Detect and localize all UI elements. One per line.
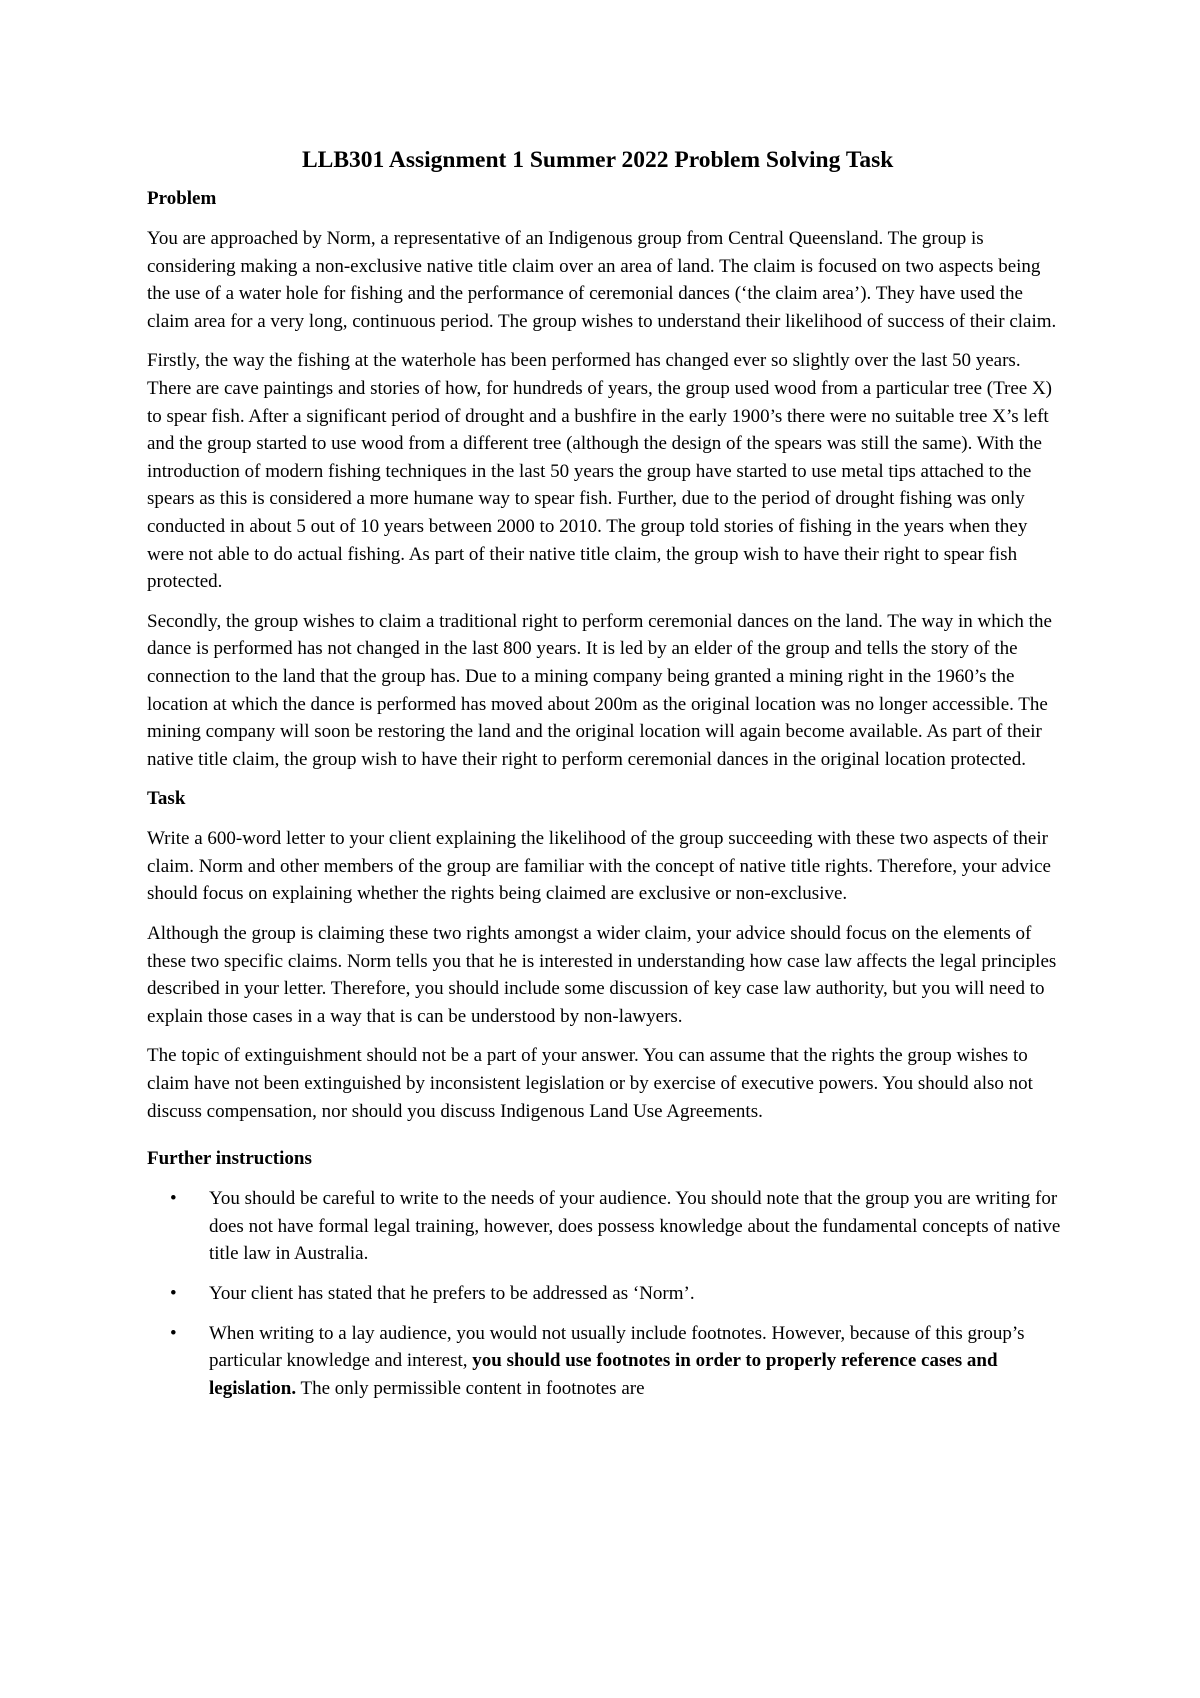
task-paragraph-3: The topic of extinguishment should not be a part of your answer. You can assume that the rights the group wishes to claim have not been extinguished by inconsistent legislation or by exercise of executive powers. You should also not discuss compensation, nor should you discuss Indigenous Land Use Agreements. bbox=[147, 1045, 1033, 1122]
problem-paragraph-1: You are approached by Norm, a representative of an Indigenous group from Central Queensland. The group is considering making a non-exclusive native title claim over an area of land. The claim is focused on two aspects being the use of a water hole for fishing and the performance of ceremonial dances (‘the claim area’). They have used the claim area for a very long, continuous period. The group wishes to understand their likelihood of success of their claim. bbox=[147, 228, 1057, 332]
task-paragraph-1: Write a 600-word letter to your client explaining the likelihood of the group succeeding with these two aspects of their claim. Norm and other members of the group are familiar with the concept of native title rights. Therefore, your advice should focus on explaining whether the rights being claimed are exclusive or non-exclusive. bbox=[147, 828, 1051, 905]
bullet-icon: • bbox=[170, 1283, 177, 1304]
instruction-text-3-emphasis: you should use footnotes in order to properly reference cases and legislation. bbox=[209, 1350, 998, 1399]
instruction-item-1 bbox=[147, 1185, 1063, 1268]
problem-paragraph-3: Secondly, the group wishes to claim a traditional right to perform ceremonial dances on the land. The way in which the dance is performed has not changed in the last 800 years. It is led by an elder of the group and tells the story of the connection to the land that the group has. Due to a mining company being granted a mining right in the 1960’s the location at which the dance is performed has moved about 200m as the original location was no longer accessible. The mining company will soon be restoring the land and the original location will again become available. As part of their native title claim, the group wish to have their right to perform ceremonial dances in the original location protected. bbox=[147, 610, 1052, 770]
document-title: LLB301 Assignment 1 Summer 2022 Problem Solving Task bbox=[302, 147, 894, 173]
instruction-text-2: Your client has stated that he prefers to be addressed as ‘Norm’. bbox=[209, 1283, 695, 1304]
instruction-text-3-start: When writing to a lay audience, you would not usually include footnotes. However, because of this group’s particular knowledge and interest, bbox=[209, 1322, 1025, 1372]
bullet-icon: • bbox=[170, 1188, 177, 1210]
bullet-icon: • bbox=[170, 1322, 177, 1344]
instructions-list bbox=[147, 1185, 1063, 1402]
further-instructions-heading: Further instructions bbox=[147, 1148, 312, 1170]
problem-heading: Problem bbox=[147, 188, 217, 209]
document-body bbox=[147, 145, 1063, 1414]
problem-paragraph-2: Firstly, the way the fishing at the waterhole has been performed has changed ever so slightly over the last 50 years. There are cave paintings and stories of how, for hundreds of years, the group used wood from a particular tree (Tree X) to spear fish. After a significant period of drought and a bushfire in the early 1900’s there were no suitable tree X’s left and the group started to use wood from a different tree (although the design of the spears was still the same). With the introduction of modern fishing techniques in the last 50 years the group have started to use metal tips attached to the spears as this is considered a more humane way to spear fish. Further, due to the period of drought fishing was only conducted in about 5 out of 10 years between 2000 to 2010. The group told stories of fishing in the years when they were not able to do actual fishing. As part of their native title claim, the group wish to have their right to spear fish protected. bbox=[147, 350, 1053, 593]
task-heading: Task bbox=[147, 788, 186, 810]
task-paragraph-2: Although the group is claiming these two rights amongst a wider claim, your advice should focus on the elements of these two specific claims. Norm tells you that he is interested in understanding how case law affects the legal principles described in your letter. Therefore, you should include some discussion of key case law authority, but you will need to explain those cases in a way that is can be understood by non-lawyers. bbox=[147, 923, 1057, 1027]
instruction-text-1: You should be careful to write to the needs of your audience. You should note that the group you are writing for does not have formal legal training, however, does possess knowledge about the fundamental concepts of native title law in Australia. bbox=[209, 1188, 1061, 1265]
instruction-item-2 bbox=[147, 1280, 1063, 1308]
instruction-text-3-end: The only permissible content in footnotes are bbox=[296, 1377, 645, 1399]
instruction-item-3 bbox=[147, 1320, 1063, 1403]
